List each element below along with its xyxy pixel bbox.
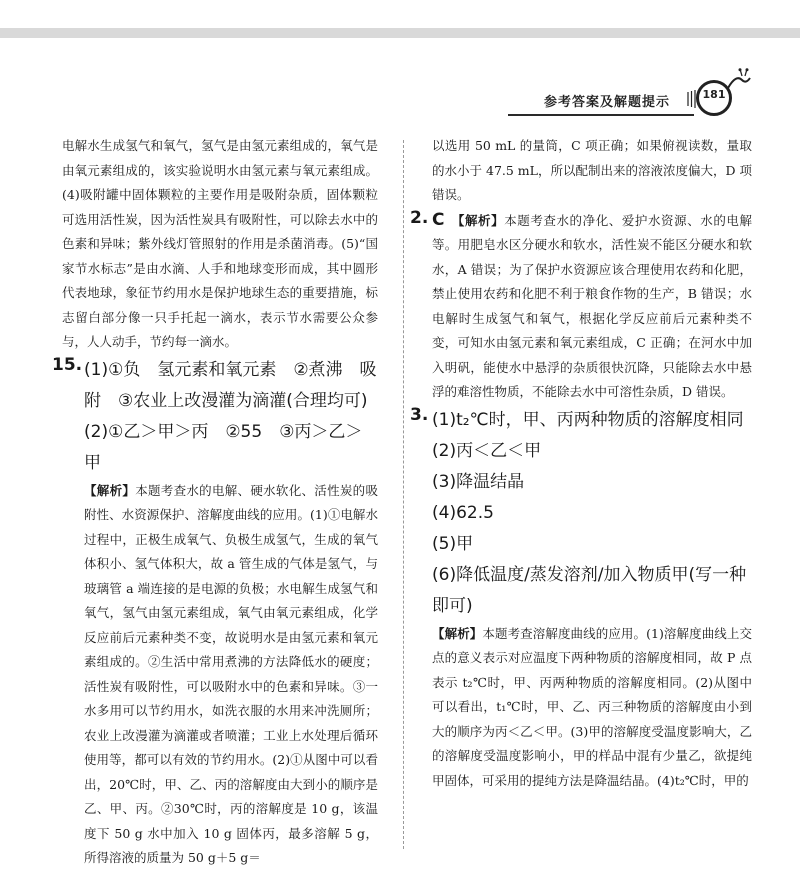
answer-line: (2)①乙＞甲＞丙 ②55 ③丙＞乙＞甲 <box>84 421 363 473</box>
header-rule <box>508 114 694 116</box>
right-column <box>410 134 752 793</box>
answer-line: (3)降温结晶 <box>432 471 525 492</box>
explanation-text: 本题考查水的电解、硬水软化、活性炭的吸附性、水资源保护、溶解度曲线的应用。(1)①电解水过程中，正极生成氧气、负极生成氢气，生成的氧气体积小、氢气体积大，故 a 管生成的气体是氢气，与玻璃管 a 端连接的是电源的负极；水电解生成氢气和氧气，氢气由氢元素组成，氧气由氧元素组成，化学反应前后元素种类不变，故说明水是由氢元素和氧元素组成的。②生活中常用煮沸的方法降低水的硬度；活性炭有吸附性，可以吸附水中的色素和异味。③一水多用可以节约用水，如洗衣服的水用来冲洗厕所；农业上改漫灌为滴灌或者喷灌；工业上水处理后循环使用等，都可以有效的节约用水。(2)①从图中可以看出，20℃时，甲、乙、丙的溶解度由大到小的顺序是乙、甲、丙。②30℃时，丙的溶解度是 10 g，该温度下 50 g 水中加入 10 g 固体丙，最多溶解 5 g，所得溶液的质量为 50 g＋5 g＝ <box>84 482 378 865</box>
question-number: 15. <box>52 354 83 375</box>
explanation-label: 【解析】 <box>458 212 505 228</box>
answer-choice: C <box>432 209 445 230</box>
column-divider <box>403 140 404 849</box>
snail-decoration-icon <box>726 68 754 90</box>
explanation-label: 【解析】 <box>432 625 483 641</box>
question-number: 2. <box>410 207 429 228</box>
answer-line: (1)①负 氢元素和氧元素 ②煮沸 吸附 ③农业上改漫灌为滴灌(合理均可) <box>84 359 377 411</box>
explanation-paragraph <box>432 622 752 794</box>
answer-continuation-paragraph: 电解水生成氢气和氧气，氢气是由氢元素组成的，氧气是由氧元素组成的，该实验说明水由氢元素与氧元素组成。(4)吸附罐中固体颗粒的主要作用是吸附杂质，固体颗粒可选用活性炭，因为活性炭具有吸附性，可以除去水中的色素和异味；紫外线灯管照射的作用是杀菌消毒。(5)“国家节水标志”是由水滴、人手和地球变形而成，其中圆形代表地球，象征节约用水是保护地球生态的重要措施，标志留白部分像一只手托起一滴水，表示节水需要公众参与，人人动手，节约每一滴水。 <box>62 138 378 349</box>
running-header-title: 参考答案及解题提示 <box>544 95 671 110</box>
answer-line: (6)降低温度/蒸发溶剂/加入物质甲(写一种即可) <box>432 564 747 616</box>
answer-continuation-paragraph: 以选用 50 mL 的量筒，C 项正确；如果俯视读数，量取的水小于 47.5 mL，所以配制出来的溶液浓度偏大，D 项错误。 <box>432 138 752 202</box>
answer-line: (1)t₂℃时，甲、丙两种物质的溶解度相同 <box>432 409 744 430</box>
question-15 <box>52 354 378 871</box>
left-column <box>52 134 378 871</box>
answer-line: (5)甲 <box>432 533 474 554</box>
explanation-paragraph <box>84 479 378 871</box>
explanation-text: 本题考查溶解度曲线的应用。(1)溶解度曲线上交点的意义表示对应温度下两种物质的溶解度相同，故 P 点表示 t₂℃时，甲、丙两种物质的溶解度相同。(2)从图中可以看出，t₁℃时，甲、乙、丙三种物质的溶解度由小到大的顺序为丙＜乙＜甲。(3)甲的溶解度受温度影响大，乙的溶解度受温度影响小，甲的样品中混有少量乙，欲提纯甲固体，可采用的提纯方法是降温结晶。(4)t₂℃时，甲的 <box>432 625 752 788</box>
answer-line: (4)62.5 <box>432 502 494 523</box>
top-band <box>0 28 800 38</box>
question-3 <box>410 405 752 794</box>
page-number: 181 <box>702 88 726 101</box>
question-number: 3. <box>410 404 429 425</box>
explanation-label: 【解析】 <box>84 482 136 498</box>
answer-line: (2)丙＜乙＜甲 <box>432 440 542 461</box>
explanation-text: 本题考查水的净化、爱护水资源、水的电解等。用肥皂水区分硬水和软水，活性炭不能区分硬水和软水，A 错误；为了保护水资源应该合理使用农药和化肥，禁止使用农药和化肥不利于粮食作物的生产，B 错误；水电解时生成氢气和氧气，根据化学反应前后元素种类不变，可知水由氢元素和氧元素组成，C 正确；在河水中加入明矾，能使水中悬浮的杂质很快沉降，只能除去水中悬浮的难溶性物质，不能除去水中可溶性杂质，D 错误。 <box>432 212 752 399</box>
question-2 <box>410 208 752 405</box>
